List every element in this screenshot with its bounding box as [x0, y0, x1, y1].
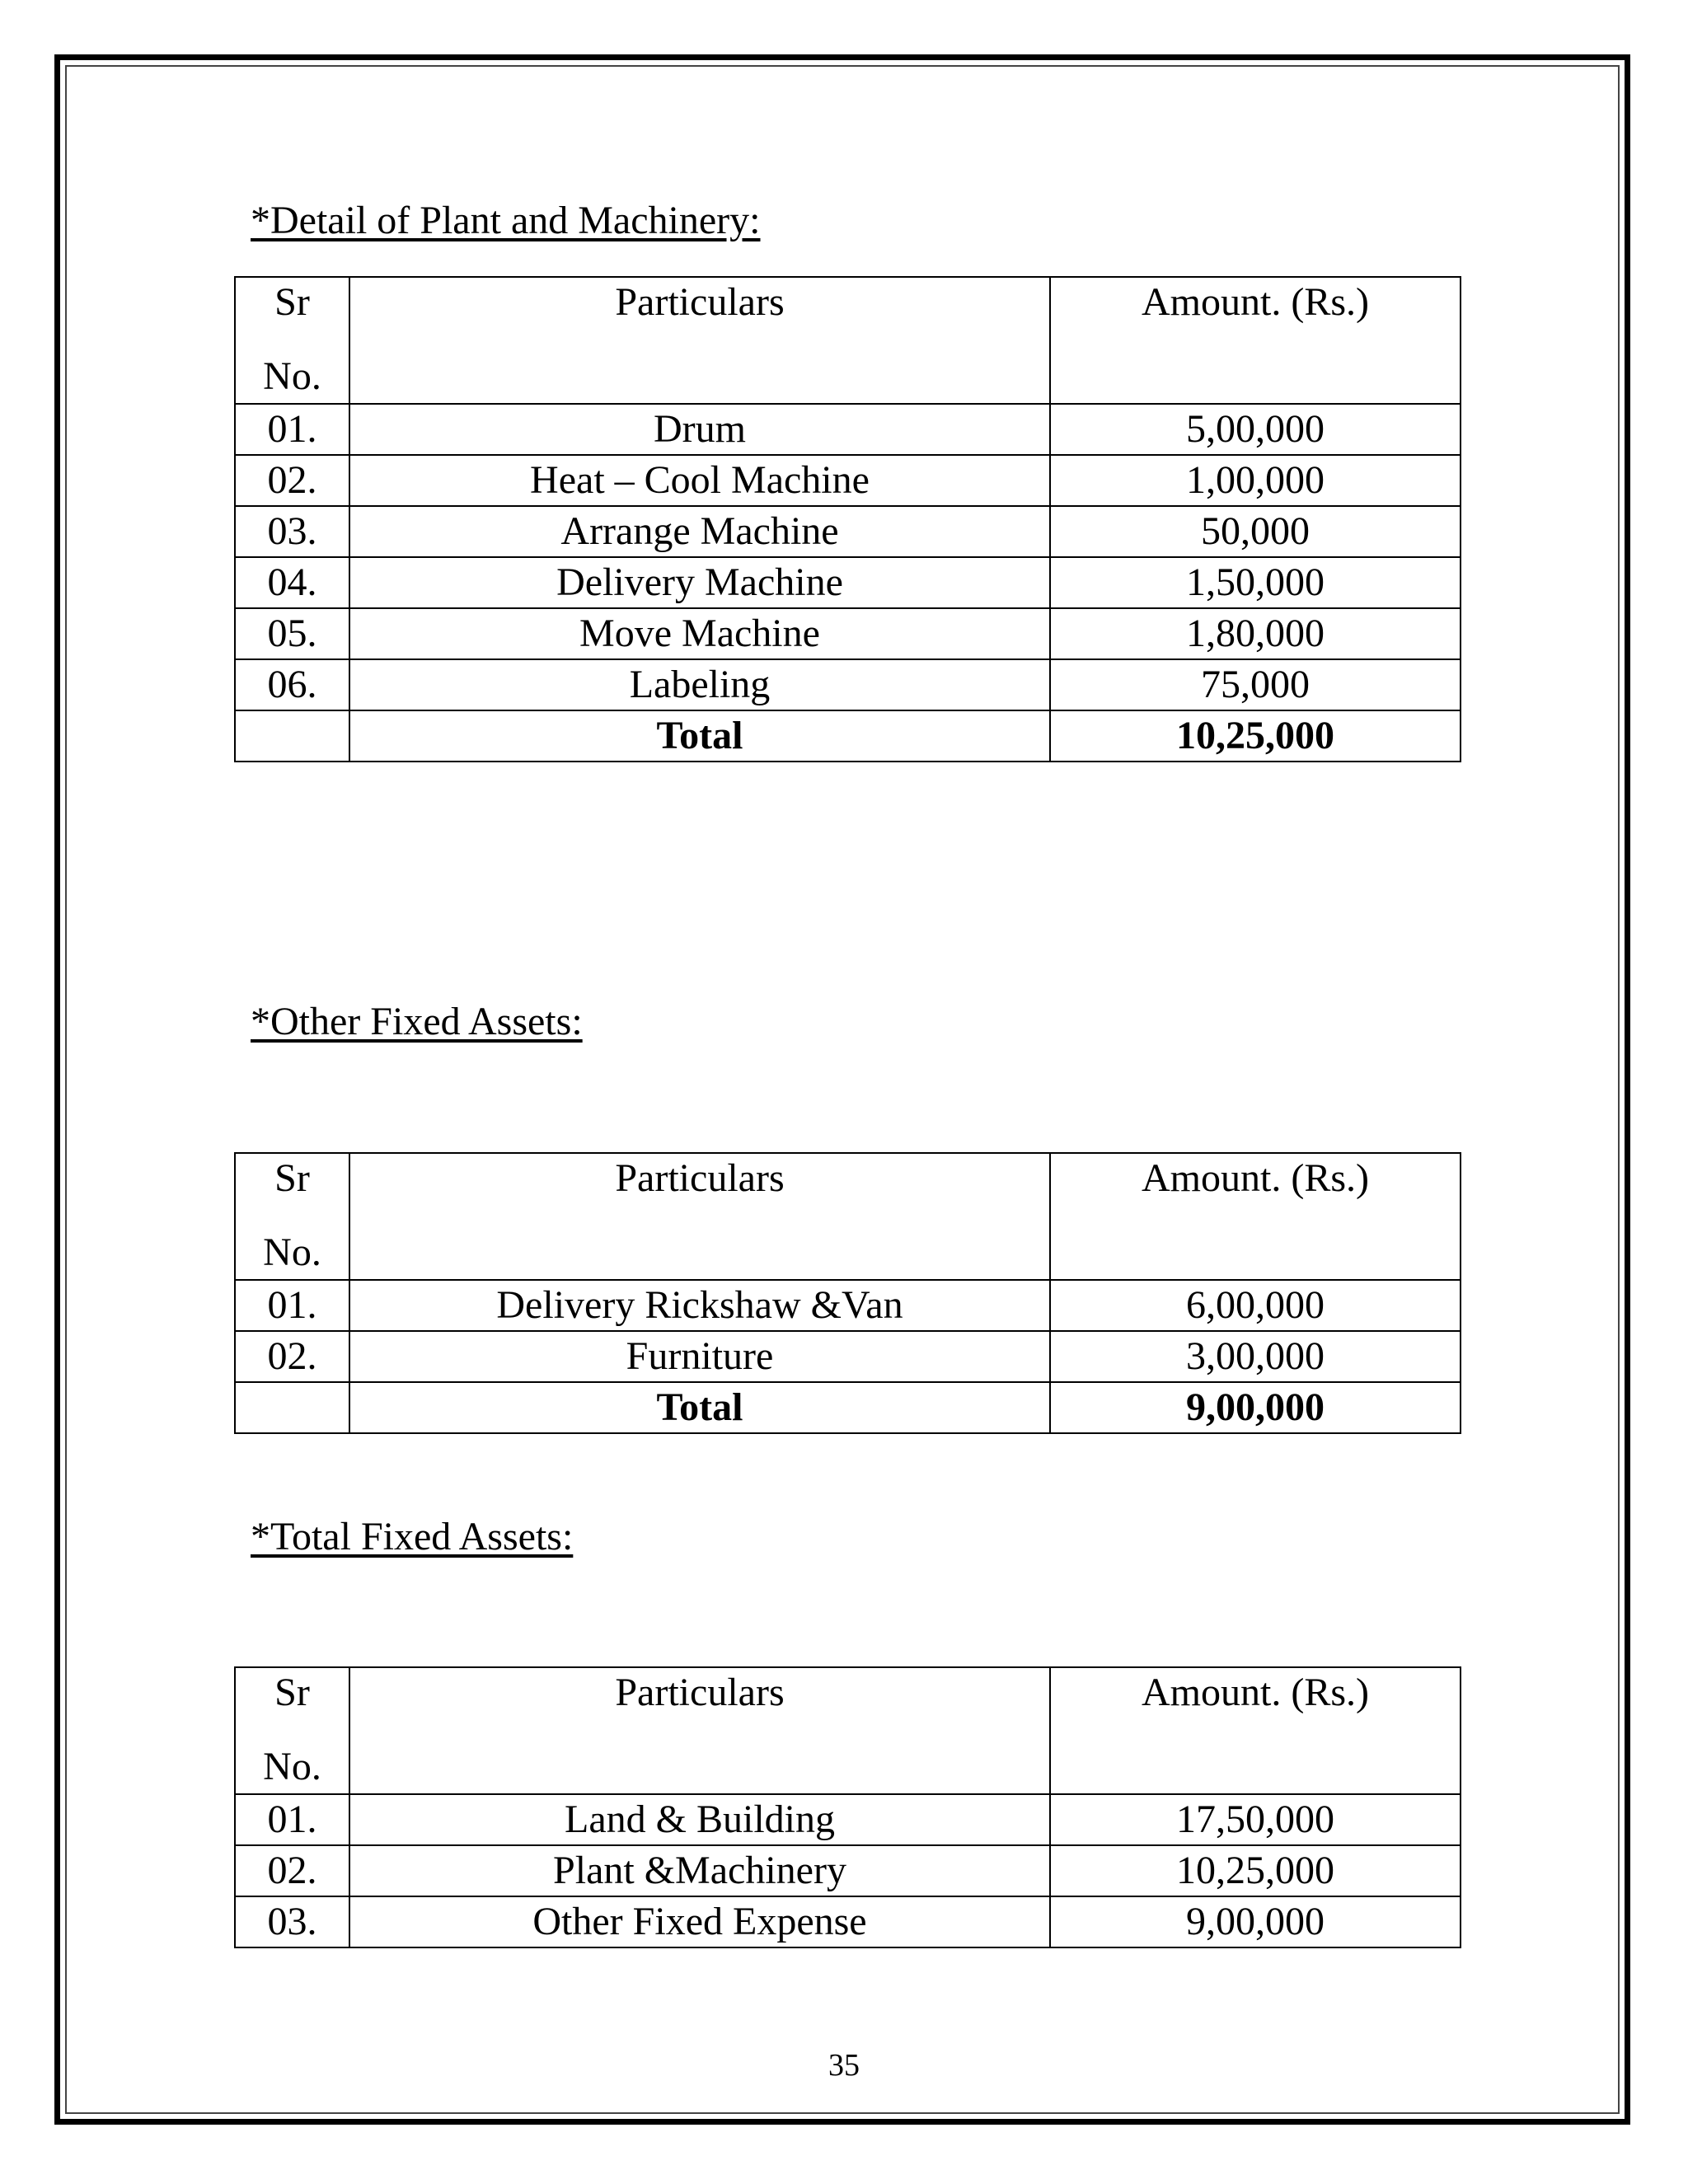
- other-fixed-assets-title: *Other Fixed Assets:: [251, 1000, 583, 1043]
- table-row: [235, 659, 1461, 710]
- table-row: [235, 506, 1461, 557]
- total-amount: 9,00,000: [1050, 1382, 1461, 1433]
- table-row: [235, 404, 1461, 455]
- header-sr-no: Sr No.: [235, 1667, 349, 1794]
- sr-cell: 04.: [235, 557, 349, 608]
- total-fixed-assets-table: [234, 1666, 1461, 1948]
- table-row: [235, 557, 1461, 608]
- amount-cell: 9,00,000: [1050, 1896, 1461, 1947]
- particulars-cell: Land & Building: [349, 1794, 1050, 1845]
- particulars-cell: Drum: [349, 404, 1050, 455]
- particulars-cell: Labeling: [349, 659, 1050, 710]
- table-row: [235, 1331, 1461, 1382]
- header-amount: Amount. (Rs.): [1050, 1667, 1461, 1794]
- page-number: 35: [828, 2048, 860, 2083]
- particulars-cell: Plant &Machinery: [349, 1845, 1050, 1896]
- table-row: [235, 1896, 1461, 1947]
- amount-cell: 6,00,000: [1050, 1280, 1461, 1331]
- sr-cell: 02.: [235, 1845, 349, 1896]
- particulars-cell: Furniture: [349, 1331, 1050, 1382]
- header-sr-no: Sr No.: [235, 1153, 349, 1280]
- total-row: [235, 710, 1461, 762]
- header-particulars: Particulars: [349, 277, 1050, 404]
- sr-cell: [235, 1382, 349, 1433]
- table-row: [235, 1794, 1461, 1845]
- header-amount: Amount. (Rs.): [1050, 1153, 1461, 1280]
- particulars-cell: Other Fixed Expense: [349, 1896, 1050, 1947]
- particulars-cell: Delivery Rickshaw &Van: [349, 1280, 1050, 1331]
- particulars-cell: Heat – Cool Machine: [349, 455, 1050, 506]
- header-sr-no: Sr No.: [235, 277, 349, 404]
- table-header-row: [235, 1153, 1461, 1280]
- total-fixed-assets-title: *Total Fixed Assets:: [251, 1515, 574, 1558]
- amount-cell: 1,50,000: [1050, 557, 1461, 608]
- particulars-cell: Move Machine: [349, 608, 1050, 659]
- sr-cell: 03.: [235, 1896, 349, 1947]
- total-amount: 10,25,000: [1050, 710, 1461, 762]
- particulars-cell: Arrange Machine: [349, 506, 1050, 557]
- particulars-cell: Delivery Machine: [349, 557, 1050, 608]
- amount-cell: 3,00,000: [1050, 1331, 1461, 1382]
- amount-cell: 50,000: [1050, 506, 1461, 557]
- table-header-row: [235, 277, 1461, 404]
- sr-cell: [235, 710, 349, 762]
- sr-cell: 01.: [235, 404, 349, 455]
- header-amount: Amount. (Rs.): [1050, 277, 1461, 404]
- amount-cell: 1,80,000: [1050, 608, 1461, 659]
- sr-cell: 05.: [235, 608, 349, 659]
- amount-cell: 1,00,000: [1050, 455, 1461, 506]
- plant-machinery-title: *Detail of Plant and Machinery:: [251, 199, 761, 242]
- amount-cell: 10,25,000: [1050, 1845, 1461, 1896]
- sr-cell: 06.: [235, 659, 349, 710]
- table-header-row: [235, 1667, 1461, 1794]
- sr-cell: 03.: [235, 506, 349, 557]
- table-row: [235, 455, 1461, 506]
- sr-cell: 01.: [235, 1280, 349, 1331]
- plant-machinery-table: [234, 276, 1461, 762]
- table-row: [235, 1845, 1461, 1896]
- header-particulars: Particulars: [349, 1667, 1050, 1794]
- total-label: Total: [349, 710, 1050, 762]
- sr-cell: 02.: [235, 455, 349, 506]
- table-row: [235, 1280, 1461, 1331]
- table-row: [235, 608, 1461, 659]
- other-fixed-assets-table: [234, 1152, 1461, 1434]
- amount-cell: 17,50,000: [1050, 1794, 1461, 1845]
- sr-cell: 01.: [235, 1794, 349, 1845]
- sr-cell: 02.: [235, 1331, 349, 1382]
- amount-cell: 5,00,000: [1050, 404, 1461, 455]
- total-label: Total: [349, 1382, 1050, 1433]
- total-row: [235, 1382, 1461, 1433]
- amount-cell: 75,000: [1050, 659, 1461, 710]
- header-particulars: Particulars: [349, 1153, 1050, 1280]
